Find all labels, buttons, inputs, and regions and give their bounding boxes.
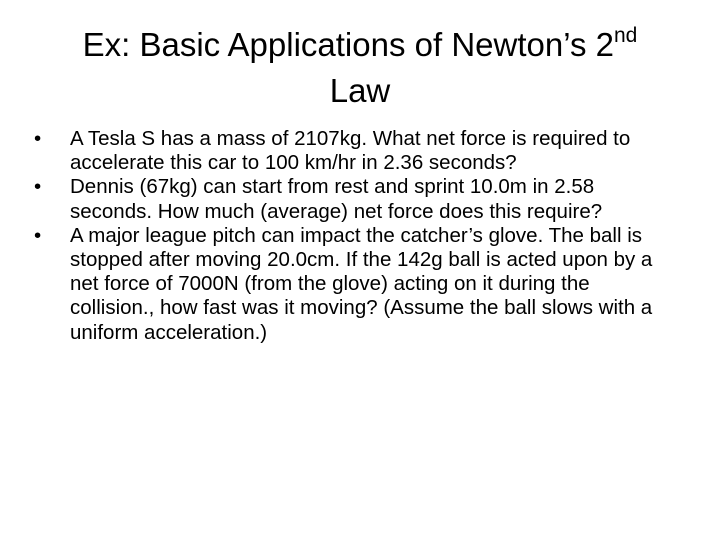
bullet-item xyxy=(34,175,664,223)
bullet-dot-icon: • xyxy=(34,175,42,199)
bullet-dot-icon: • xyxy=(34,223,42,247)
slide-title xyxy=(36,22,684,114)
bullet-text: A Tesla S has a mass of 2107kg. What net force is required to accelerate this car to 100 km/hr in 2.36 seconds? xyxy=(70,127,631,175)
bullet-dot-icon: • xyxy=(34,127,42,150)
slide-title-superscript: nd xyxy=(613,24,638,47)
slide-title-main: Ex: Basic Applications of Newton’s 2 xyxy=(82,26,614,63)
bullet-item xyxy=(34,224,664,345)
bullet-text: Dennis (67kg) can start from rest and sprint 10.0m in 2.58 seconds. How much (average) net force does this require? xyxy=(70,175,603,223)
slide-title-line2: Law xyxy=(329,72,391,109)
bullet-item xyxy=(34,127,664,175)
bullet-text: A major league pitch can impact the catcher’s glove. The ball is stopped after moving 20.0cm. If the 142g ball is acted upon by a net force of 7000N (from the glove) acting on it during the collision., how fast was it moving? (Assume the ball slows with a uniform acceleration.) xyxy=(70,223,653,344)
bullet-list xyxy=(34,127,664,345)
